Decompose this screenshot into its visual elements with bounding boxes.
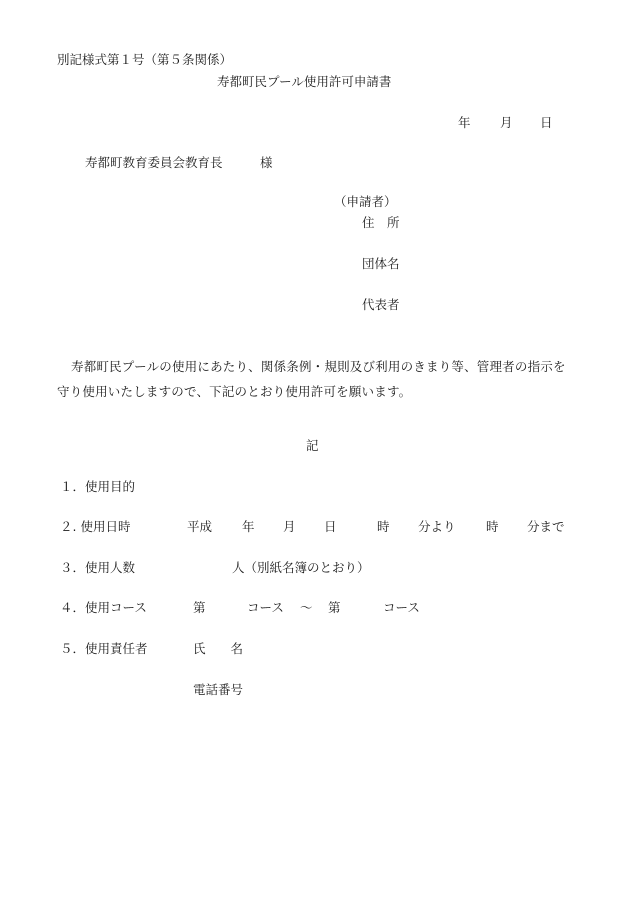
applicant-group-label: 団体名 bbox=[362, 256, 400, 271]
document-title: 寿都町民プール使用許可申請書 bbox=[217, 74, 392, 89]
datetime-minute-from: 分より bbox=[418, 519, 456, 534]
course-range-tilde: ～ bbox=[300, 600, 313, 615]
applicant-representative-label: 代表者 bbox=[362, 297, 400, 312]
datetime-minute-to: 分まで bbox=[527, 519, 565, 534]
ki-heading: 記 bbox=[306, 438, 319, 453]
form-number: 別記様式第１号（第５条関係） bbox=[57, 52, 233, 67]
datetime-day: 日 bbox=[324, 519, 337, 534]
item-course-label: ４．使用コース bbox=[60, 600, 147, 615]
datetime-hour-to: 時 bbox=[486, 519, 499, 534]
addressee-name: 寿都町教育委員会教育長 bbox=[85, 155, 223, 170]
item-responsible-label: ５．使用責任者 bbox=[60, 641, 148, 656]
datetime-year: 年 bbox=[242, 519, 255, 534]
item-people-label: ３．使用人数 bbox=[60, 560, 136, 575]
people-unit: 人（別紙名簿のとおり） bbox=[232, 560, 370, 575]
date-year-label: 年 bbox=[458, 115, 471, 130]
datetime-hour-from: 時 bbox=[377, 519, 390, 534]
datetime-era: 平成 bbox=[187, 519, 213, 534]
date-day-label: 日 bbox=[540, 115, 553, 130]
item-datetime-label: ２. 使用日時 bbox=[60, 519, 131, 534]
course-to-prefix: 第 bbox=[328, 600, 341, 615]
course-from-prefix: 第 bbox=[193, 600, 206, 615]
request-paragraph: 寿都町民プールの使用にあたり、関係条例・規則及び利用のきまり等、管理者の指示を守り使用いたしますので、下記のとおり使用許可を願います。 bbox=[57, 359, 566, 399]
date-month-label: 月 bbox=[500, 115, 513, 130]
addressee-honorific: 様 bbox=[260, 155, 273, 170]
datetime-month: 月 bbox=[283, 519, 296, 534]
course-from-suffix: コース bbox=[247, 600, 284, 615]
course-to-suffix: コース bbox=[383, 600, 420, 615]
item-purpose-label: １．使用目的 bbox=[60, 479, 136, 494]
applicant-heading: （申請者） bbox=[334, 194, 397, 209]
responsible-name-label: 氏 名 bbox=[193, 641, 244, 656]
applicant-address-label: 住 所 bbox=[362, 215, 400, 230]
responsible-phone-label: 電話番号 bbox=[193, 682, 244, 697]
